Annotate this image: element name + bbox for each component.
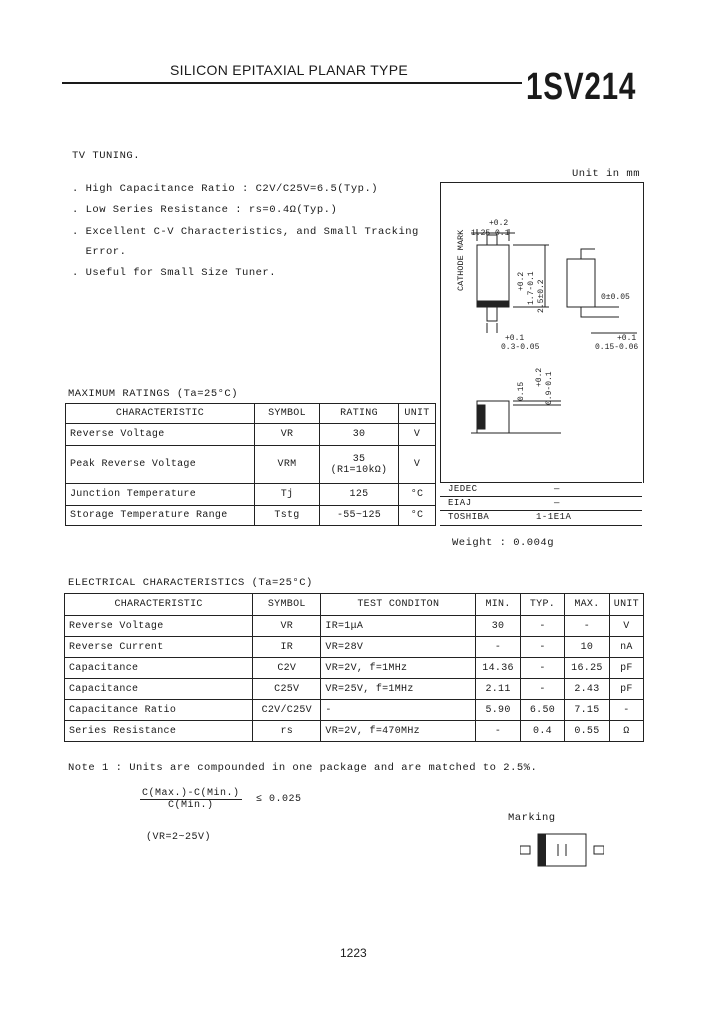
table-row (440, 510, 642, 526)
col-header: MAX. (565, 594, 610, 616)
cell-symbol: Tstg (255, 506, 320, 526)
cell-unit: °C (399, 506, 436, 526)
table-header-row (66, 404, 436, 424)
cell-unit: °C (399, 484, 436, 506)
cell-typ: - (520, 679, 564, 700)
cell-unit: - (609, 700, 643, 721)
cell-condition: - (321, 700, 476, 721)
dim-text: +0.1 (617, 334, 637, 343)
cell-typ: 0.4 (520, 721, 564, 742)
cell-typ: - (520, 637, 564, 658)
cell-symbol: C25V (253, 679, 321, 700)
header-rule (62, 82, 522, 84)
table-row (66, 506, 436, 526)
table-row (66, 446, 436, 484)
cell-symbol: VR (255, 424, 320, 446)
package-drawing (441, 183, 643, 483)
lead-side-bottom (581, 307, 595, 317)
cell-symbol: Tj (255, 484, 320, 506)
table-row (440, 496, 642, 511)
table-row (66, 424, 436, 446)
max-ratings-table (65, 403, 436, 526)
cell-min: 14.36 (476, 658, 521, 679)
feature-item: . Useful for Small Size Tuner. (72, 267, 277, 279)
electrical-title: ELECTRICAL CHARACTERISTICS (Ta=25°C) (68, 577, 313, 589)
cell-characteristic: Reverse Voltage (66, 424, 255, 446)
feature-item: Error. (72, 246, 127, 258)
cell-max: 0.55 (565, 721, 610, 742)
dim-text: +0.1 (505, 334, 525, 343)
marking-lead-right (594, 846, 604, 854)
cell-symbol: C2V/C25V (253, 700, 321, 721)
cathode-band (477, 301, 509, 307)
col-header: UNIT (609, 594, 643, 616)
col-header: TEST CONDITON (321, 594, 476, 616)
rating-condition: (R1=10kΩ) (330, 464, 388, 476)
matching-formula (140, 788, 302, 811)
cell-symbol: IR (253, 637, 321, 658)
marking-label: Marking (508, 812, 556, 824)
table-row (65, 700, 644, 721)
cell-symbol: VRM (255, 446, 320, 484)
col-header: UNIT (399, 404, 436, 424)
cell-characteristic: Storage Temperature Range (66, 506, 255, 526)
table-row (65, 658, 644, 679)
std-label: EIAJ (448, 498, 472, 508)
cell-symbol: rs (253, 721, 321, 742)
package-outline-box (440, 182, 644, 483)
cell-characteristic: Junction Temperature (66, 484, 255, 506)
marking-lead-left (520, 846, 530, 854)
cell-unit: V (609, 616, 643, 637)
table-header-row (65, 594, 644, 616)
cell-condition: IR=1μA (321, 616, 476, 637)
body-top-view (477, 245, 509, 307)
dim-text: 1.7-0.1 (527, 271, 536, 305)
dim-text: 0.15 (517, 381, 526, 401)
cell-characteristic: Capacitance (65, 679, 253, 700)
feature-item: . High Capacitance Ratio : C2V/C25V=6.5(Typ.) (72, 183, 379, 195)
cell-min: 5.90 (476, 700, 521, 721)
denominator: C(Min.) (168, 800, 214, 811)
feature-item: . Excellent C-V Characteristics, and Small Tracking (72, 226, 419, 238)
dim-text: 2.5±0.2 (537, 279, 546, 313)
dim-text: +0.2 (489, 219, 509, 228)
inequality: ≤ 0.025 (256, 794, 302, 805)
col-header: CHARACTERISTIC (66, 404, 255, 424)
cell-min: 30 (476, 616, 521, 637)
std-label: TOSHIBA (448, 512, 490, 522)
dim-text: 0.15-0.06 (595, 343, 639, 352)
cell-unit: Ω (609, 721, 643, 742)
lead-bottom (487, 307, 497, 321)
cell-characteristic: Series Resistance (65, 721, 253, 742)
matching-note: Note 1 : Units are compounded in one package and are matched to 2.5%. (68, 762, 538, 774)
cell-condition: VR=2V, f=1MHz (321, 658, 476, 679)
table-row (65, 616, 644, 637)
cell-condition: VR=2V, f=470MHz (321, 721, 476, 742)
part-number: 1SV214 (526, 66, 637, 108)
cell-max: - (565, 616, 610, 637)
cell-unit: pF (609, 679, 643, 700)
cell-min: - (476, 637, 521, 658)
dim-text: 0.9-0.1 (545, 371, 554, 405)
std-value: 1-1E1A (536, 512, 572, 522)
dim-text: 1.25-0.1 (471, 229, 510, 238)
cell-typ: - (520, 658, 564, 679)
col-header: MIN. (476, 594, 521, 616)
cell-min: - (476, 721, 521, 742)
end-view-lead (477, 405, 485, 429)
cell-rating: -55~125 (320, 506, 399, 526)
cell-unit: V (399, 424, 436, 446)
numerator: C(Max.)-C(Min.) (142, 788, 240, 799)
table-row (66, 484, 436, 506)
cell-typ: - (520, 616, 564, 637)
cell-characteristic: Reverse Voltage (65, 616, 253, 637)
table-row (65, 637, 644, 658)
dim-text: 0±0.05 (601, 293, 630, 302)
col-header: RATING (320, 404, 399, 424)
product-subtitle: SILICON EPITAXIAL PLANAR TYPE (170, 62, 408, 78)
cell-rating (320, 446, 399, 484)
cell-condition: VR=25V, f=1MHz (321, 679, 476, 700)
col-header: SYMBOL (255, 404, 320, 424)
cell-condition: VR=28V (321, 637, 476, 658)
marking-cathode-band (538, 834, 546, 866)
electrical-table (64, 593, 644, 742)
lead-side-top (581, 249, 595, 259)
cell-unit: nA (609, 637, 643, 658)
package-weight: Weight : 0.004g (452, 537, 555, 549)
cell-characteristic: Capacitance Ratio (65, 700, 253, 721)
rating-value: 35 (352, 453, 366, 465)
std-label: JEDEC (448, 484, 478, 494)
col-header: TYP. (520, 594, 564, 616)
cell-max: 10 (565, 637, 610, 658)
std-value: — (554, 484, 560, 494)
body-side-view (567, 259, 595, 307)
marking-symbol (520, 830, 604, 870)
cell-max: 2.43 (565, 679, 610, 700)
cell-max: 16.25 (565, 658, 610, 679)
table-row (65, 679, 644, 700)
cell-rating: 125 (320, 484, 399, 506)
page-number: 1223 (340, 946, 367, 960)
dim-text: 0.3-0.05 (501, 343, 540, 352)
col-header: SYMBOL (253, 594, 321, 616)
table-row (440, 482, 642, 497)
dim-text: +0.2 (535, 367, 544, 387)
cell-rating: 30 (320, 424, 399, 446)
cell-min: 2.11 (476, 679, 521, 700)
col-header: CHARACTERISTIC (65, 594, 253, 616)
cell-characteristic: Capacitance (65, 658, 253, 679)
std-value: — (554, 498, 560, 508)
cell-characteristic: Reverse Current (65, 637, 253, 658)
cell-max: 7.15 (565, 700, 610, 721)
dim-text: +0.2 (517, 271, 526, 291)
fraction (140, 788, 242, 811)
cathode-mark-label: CATHODE MARK (456, 229, 466, 291)
application-heading: TV TUNING. (72, 150, 141, 162)
cell-symbol: VR (253, 616, 321, 637)
formula-condition: (VR=2~25V) (146, 832, 212, 843)
unit-label: Unit in mm (572, 168, 641, 180)
cell-unit: V (399, 446, 436, 484)
max-ratings-title: MAXIMUM RATINGS (Ta=25°C) (68, 388, 239, 400)
cell-characteristic: Peak Reverse Voltage (66, 446, 255, 484)
feature-item: . Low Series Resistance : rs=0.4Ω(Typ.) (72, 204, 338, 216)
cell-typ: 6.50 (520, 700, 564, 721)
table-row (65, 721, 644, 742)
cell-unit: pF (609, 658, 643, 679)
cell-symbol: C2V (253, 658, 321, 679)
